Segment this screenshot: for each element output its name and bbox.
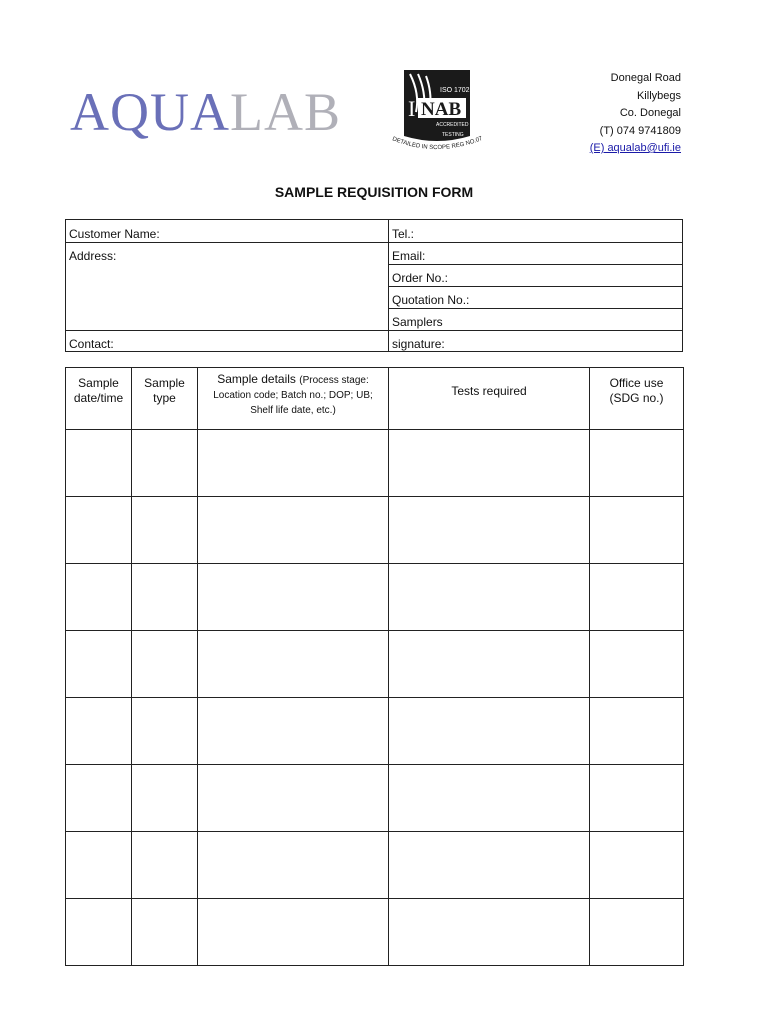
table-cell[interactable] bbox=[590, 899, 684, 966]
col-header-sample-type: Sample type bbox=[132, 368, 198, 430]
col-header-sample-datetime: Sample date/time bbox=[66, 368, 132, 430]
quotation-no-field[interactable]: Quotation No.: bbox=[392, 293, 470, 307]
table-row bbox=[66, 765, 684, 832]
row-line bbox=[66, 330, 682, 331]
badge-name: NAB bbox=[421, 99, 462, 120]
inab-badge-icon bbox=[386, 66, 486, 160]
table-cell[interactable] bbox=[132, 765, 198, 832]
table-cell[interactable] bbox=[590, 698, 684, 765]
table-cell[interactable] bbox=[590, 765, 684, 832]
table-cell[interactable] bbox=[389, 698, 590, 765]
table-cell[interactable] bbox=[66, 430, 132, 497]
table-cell[interactable] bbox=[590, 564, 684, 631]
table-cell[interactable] bbox=[389, 765, 590, 832]
table-cell[interactable] bbox=[198, 698, 389, 765]
table-cell[interactable] bbox=[132, 497, 198, 564]
address-field[interactable]: Address: bbox=[69, 249, 117, 263]
tel-field[interactable]: Tel.: bbox=[392, 227, 415, 241]
contact-field[interactable]: Contact: bbox=[69, 337, 114, 351]
badge-letter: I bbox=[408, 96, 416, 121]
address-email-link[interactable]: (E) aqualab@ufi.ie bbox=[589, 142, 681, 154]
form-title: SAMPLE REQUISITION FORM bbox=[274, 184, 474, 200]
table-cell[interactable] bbox=[66, 899, 132, 966]
svg-text:AQUALAB bbox=[70, 82, 341, 142]
samplers-label: Samplers bbox=[392, 315, 443, 329]
table-cell[interactable] bbox=[590, 497, 684, 564]
table-cell[interactable] bbox=[389, 564, 590, 631]
table-cell[interactable] bbox=[198, 832, 389, 899]
table-cell[interactable] bbox=[66, 832, 132, 899]
table-row bbox=[66, 564, 684, 631]
table-cell[interactable] bbox=[132, 832, 198, 899]
table-cell[interactable] bbox=[389, 899, 590, 966]
table-cell[interactable] bbox=[66, 564, 132, 631]
table-cell[interactable] bbox=[198, 430, 389, 497]
badge-arc-text: DETAILED IN SCOPE REG NO.07 bbox=[391, 135, 484, 152]
table-cell[interactable] bbox=[132, 430, 198, 497]
table-cell[interactable] bbox=[389, 497, 590, 564]
row-line bbox=[66, 242, 682, 243]
email-field[interactable]: Email: bbox=[392, 249, 426, 263]
table-header-row bbox=[66, 368, 684, 430]
table-cell[interactable] bbox=[132, 899, 198, 966]
col-header-tests-required: Tests required bbox=[389, 368, 590, 430]
table-cell[interactable] bbox=[198, 497, 389, 564]
table-cell[interactable] bbox=[66, 631, 132, 698]
logo-text-aqua: AQUA bbox=[70, 82, 230, 142]
table-cell[interactable] bbox=[198, 765, 389, 832]
table-cell[interactable] bbox=[590, 832, 684, 899]
table-cell[interactable] bbox=[590, 631, 684, 698]
table-cell[interactable] bbox=[389, 631, 590, 698]
table-row bbox=[66, 899, 684, 966]
table-cell[interactable] bbox=[132, 631, 198, 698]
address-phone: (T) 074 9741809 bbox=[599, 124, 681, 137]
table-cell[interactable] bbox=[198, 631, 389, 698]
table-cell[interactable] bbox=[132, 564, 198, 631]
table-cell[interactable] bbox=[590, 430, 684, 497]
address-block bbox=[590, 70, 681, 158]
table-row bbox=[66, 631, 684, 698]
address-line-1: Donegal Road bbox=[610, 72, 681, 84]
row-line bbox=[388, 286, 682, 287]
table-cell[interactable] bbox=[132, 698, 198, 765]
table-row bbox=[66, 832, 684, 899]
badge-iso: ISO 17025 bbox=[440, 87, 474, 94]
table-cell[interactable] bbox=[198, 899, 389, 966]
row-line bbox=[388, 308, 682, 309]
row-line bbox=[388, 264, 682, 265]
aqualab-logo bbox=[70, 78, 341, 142]
address-line-2: Killybegs bbox=[636, 89, 681, 102]
table-cell[interactable] bbox=[66, 497, 132, 564]
col-header-sample-details: Sample details (Process stage: Location code; Batch no.; DOP; UB; Shelf life date, etc.) bbox=[198, 368, 389, 430]
customer-details-box bbox=[65, 219, 683, 352]
order-no-field[interactable]: Order No.: bbox=[392, 271, 449, 285]
customer-name-field[interactable]: Customer Name: bbox=[69, 227, 160, 241]
table-cell[interactable] bbox=[389, 430, 590, 497]
logo-text-lab: LAB bbox=[230, 82, 341, 142]
table-cell[interactable] bbox=[66, 698, 132, 765]
signature-field[interactable]: signature: bbox=[392, 337, 445, 351]
table-row bbox=[66, 497, 684, 564]
col-header-office-use: Office use (SDG no.) bbox=[590, 368, 684, 430]
badge-testing: TESTING bbox=[442, 132, 464, 138]
table-row bbox=[66, 698, 684, 765]
table-cell[interactable] bbox=[198, 564, 389, 631]
address-line-3: Co. Donegal bbox=[619, 107, 681, 119]
samples-table bbox=[65, 367, 684, 966]
table-cell[interactable] bbox=[66, 765, 132, 832]
table-row bbox=[66, 430, 684, 497]
table-cell[interactable] bbox=[389, 832, 590, 899]
badge-accredited: ACCREDITED bbox=[436, 122, 469, 128]
